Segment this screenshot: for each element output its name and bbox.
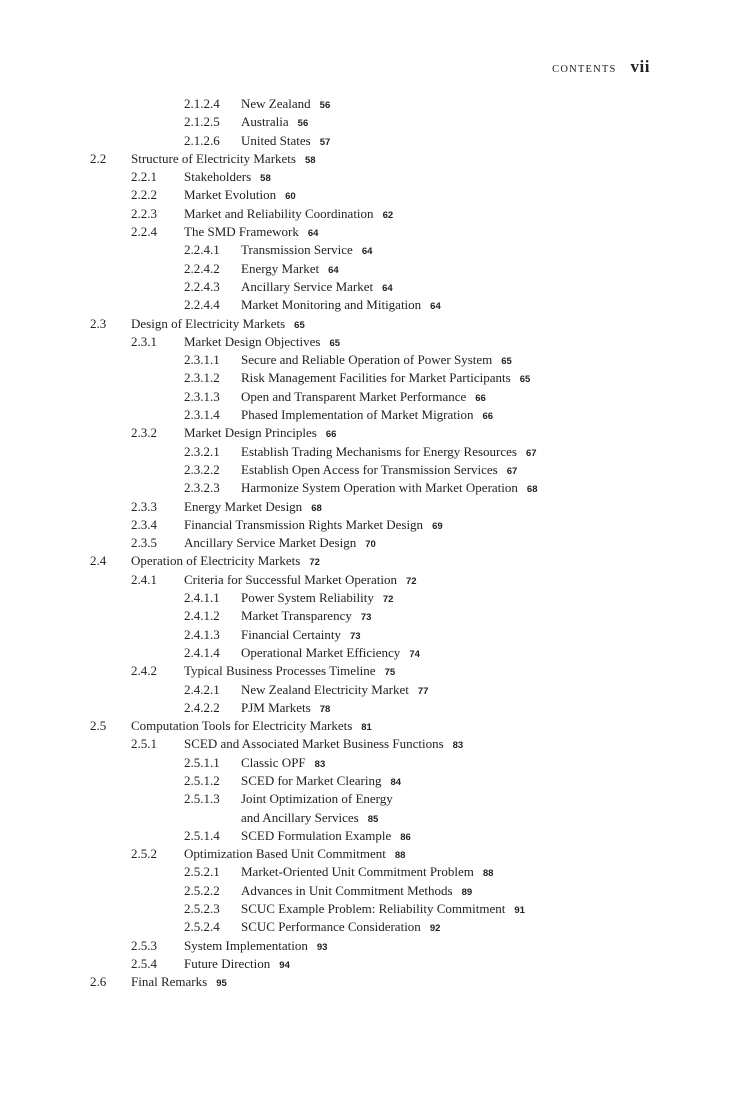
toc-entry-page: 95 (216, 978, 227, 990)
toc-entry-title-text: United States (241, 132, 311, 148)
toc-entry-title (241, 827, 411, 847)
toc-entry-title-text: Market and Reliability Coordination (184, 205, 374, 221)
toc-entry-page: 78 (319, 703, 331, 715)
toc-entry-title (184, 186, 296, 206)
toc-entry-title-text: Market Evolution (184, 187, 277, 203)
toc-entry-title-text: SCED and Associated Market Business Functions (184, 736, 444, 752)
toc-entry-title (131, 150, 316, 170)
toc-entry-title (241, 278, 393, 298)
toc-entry-title-text: Future Direction (184, 955, 271, 971)
toc-entry-page: 73 (350, 630, 361, 642)
toc-entry-number: 2.5.1.3 (184, 791, 220, 807)
toc-entry-number: 2.2 (90, 150, 107, 166)
toc-entry-page: 89 (461, 886, 473, 898)
toc-section-entry (0, 973, 735, 991)
toc-entry-title-text: Stakeholders (184, 169, 252, 185)
toc-entry-page: 68 (526, 484, 538, 496)
toc-entry-page: 67 (506, 465, 518, 477)
toc-entry-title (241, 132, 330, 152)
toc-entry-title-text: Financial Certainty (241, 626, 342, 642)
toc-entry-title-text: Establish Trading Mechanisms for Energy Resources (241, 443, 517, 459)
toc-entry-page: 92 (429, 923, 441, 935)
toc-entry-page: 60 (285, 191, 296, 203)
toc-entry-title-text: Phased Implementation of Market Migration (241, 407, 474, 423)
toc-subsection-entry (0, 223, 735, 241)
toc-entry-title-text: Ancillary Service Market Design (184, 535, 357, 551)
toc-entry-number: 2.4.1.3 (184, 626, 220, 642)
toc-entry-title-text: Design of Electricity Markets (131, 315, 286, 331)
toc-entry-title-text: Criteria for Successful Market Operation (184, 571, 397, 587)
toc-entry-title-text: SCUC Performance Consideration (241, 919, 421, 935)
toc-subsubsection-entry (0, 644, 735, 662)
toc-subsubsection-entry (0, 900, 735, 918)
toc-entry-page: 77 (417, 685, 429, 697)
toc-entry-title (241, 406, 493, 426)
toc-entry-title (241, 699, 330, 719)
toc-entry-title-text: Classic OPF (241, 754, 306, 770)
toc-entry-title (241, 589, 393, 609)
toc-subsubsection-entry (0, 132, 735, 150)
toc-entry-number: 2.3.1.1 (184, 352, 220, 368)
toc-subsubsection-entry (0, 699, 735, 717)
page-number: vii (630, 57, 650, 76)
toc-entry-title (184, 498, 322, 518)
toc-entry-number: 2.5.3 (131, 937, 157, 953)
toc-entry-title-text: Typical Business Processes Timeline (184, 663, 376, 679)
toc-entry-number: 2.4.1 (131, 571, 157, 587)
toc-entry-title-text: Joint Optimization of Energy (241, 791, 393, 807)
toc-entry-title-text: The SMD Framework (184, 224, 299, 240)
toc-entry-title (131, 552, 320, 572)
toc-entry-title (241, 461, 517, 481)
toc-entry-number: 2.3.1 (131, 333, 157, 349)
toc-entry-page: 58 (304, 154, 316, 166)
toc-subsubsection-entry (0, 863, 735, 881)
toc-subsubsection-entry (0, 369, 735, 387)
toc-entry-title-text: Optimization Based Unit Commitment (184, 846, 386, 862)
toc-entry-title-text: SCED for Market Clearing (241, 772, 382, 788)
toc-entry-number: 2.4.2.1 (184, 681, 220, 697)
toc-entry-title-text: Energy Market Design (184, 498, 303, 514)
toc-entry-page: 72 (309, 557, 320, 569)
toc-entry-title (241, 626, 361, 646)
toc-entry-number: 2.3.2.1 (184, 443, 220, 459)
toc-subsubsection-entry (0, 260, 735, 278)
toc-entry-number: 2.5.2.4 (184, 919, 220, 935)
toc-entry-title-text: Ancillary Service Market (241, 278, 374, 294)
toc-entry-title-text: Harmonize System Operation with Market Operation (241, 480, 518, 496)
toc-entry-page: 83 (452, 740, 464, 752)
toc-entry-title-text: Open and Transparent Market Performance (241, 388, 467, 404)
toc-entry-number: 2.3 (90, 315, 107, 331)
toc-subsubsection-entry (0, 882, 735, 900)
toc-entry-title (241, 241, 372, 261)
toc-entry-page: 81 (361, 722, 372, 734)
toc-entry-title-text: Risk Management Facilities for Market Participants (241, 370, 511, 386)
toc-entry-number: 2.2.4.3 (184, 278, 220, 294)
toc-entry-number: 2.3.2 (131, 425, 157, 441)
toc-entry-number: 2.5.1.1 (184, 754, 220, 770)
toc-subsection-entry (0, 937, 735, 955)
toc-subsection-entry (0, 168, 735, 186)
toc-entry-title (241, 351, 512, 371)
toc-entry-title-text: Structure of Electricity Markets (131, 150, 296, 166)
page-header (552, 57, 650, 77)
toc-entry-title (241, 296, 441, 316)
toc-entry-number: 2.2.4.2 (184, 260, 220, 276)
toc-entry-page: 74 (409, 648, 420, 660)
toc-entry-title (241, 260, 339, 280)
toc-entry-title-text: Transmission Service (241, 242, 353, 258)
toc-entry-title-text: Computation Tools for Electricity Markets (131, 718, 353, 734)
toc-subsection-entry (0, 845, 735, 863)
toc-entry-number: 2.2.3 (131, 205, 157, 221)
toc-subsubsection-entry (0, 443, 735, 461)
toc-entry-title-text: Operation of Electricity Markets (131, 553, 301, 569)
toc-section-entry (0, 552, 735, 570)
toc-subsubsection-entry (0, 406, 735, 424)
toc-subsection-entry (0, 955, 735, 973)
toc-entry-title (184, 333, 340, 353)
toc-entry-title (241, 443, 537, 463)
toc-entry-page: 94 (279, 959, 290, 971)
toc-subsubsection-entry (0, 351, 735, 369)
toc-entry-number: 2.1.2.5 (184, 114, 220, 130)
toc-section-entry (0, 150, 735, 168)
toc-entry-page: 64 (328, 264, 339, 276)
toc-entry-number: 2.5.1 (131, 736, 157, 752)
toc-entry-title-text: Financial Transmission Rights Market Design (184, 516, 424, 532)
toc-entry-title (184, 662, 395, 682)
toc-subsubsection-entry (0, 589, 735, 607)
toc-entry-number: 2.1.2.6 (184, 132, 220, 148)
toc-entry-title (184, 735, 463, 755)
toc-entry-number: 2.5.4 (131, 955, 157, 971)
toc-entry-title-text: Advances in Unit Commitment Methods (241, 882, 453, 898)
toc-entry-number: 2.4.2 (131, 663, 157, 679)
toc-subsubsection-entry (0, 479, 735, 497)
toc-subsubsection-entry (0, 827, 735, 845)
toc-entry-number: 2.4.2.2 (184, 699, 220, 715)
toc-entry-title-text: Energy Market (241, 260, 320, 276)
toc-entry-title-text: New Zealand Electricity Market (241, 681, 409, 697)
toc-entry-title (241, 644, 420, 664)
toc-entry-number: 2.1.2.4 (184, 96, 220, 111)
toc-entry-page: 86 (400, 831, 411, 843)
toc-entry-title (241, 918, 440, 938)
toc-subsubsection-entry (0, 95, 735, 113)
toc-entry-page: 64 (382, 282, 393, 294)
toc-entry-number: 2.4.1.2 (184, 608, 220, 624)
toc-entry-title-text: SCED Formulation Example (241, 827, 392, 843)
toc-entry-title-text: Power System Reliability (241, 590, 374, 606)
toc-entry-page: 65 (501, 356, 512, 368)
toc-entry-title-text: Market Monitoring and Mitigation (241, 297, 422, 313)
toc-entry-number: 2.3.4 (131, 516, 157, 532)
toc-entry-title (131, 315, 305, 335)
toc-entry-title (184, 223, 318, 243)
toc-entry-page: 64 (361, 246, 373, 258)
toc-subsection-entry (0, 662, 735, 680)
toc-entry-number: 2.2.4.4 (184, 297, 220, 313)
toc-entry-page: 65 (519, 374, 531, 386)
toc-entry-page: 83 (314, 758, 326, 770)
toc-entry-page: 84 (390, 776, 402, 788)
toc-subsubsection-entry (0, 113, 735, 131)
toc-entry-title-text: Operational Market Efficiency (241, 644, 401, 660)
toc-subsubsection-entry (0, 809, 735, 827)
toc-entry-title (241, 479, 537, 499)
toc-entry-page: 88 (394, 850, 406, 862)
toc-subsection-entry (0, 735, 735, 753)
toc-subsection-entry (0, 186, 735, 204)
toc-subsubsection-entry (0, 754, 735, 772)
toc-subsubsection-entry (0, 626, 735, 644)
toc-entry-number: 2.5.1.4 (184, 827, 220, 843)
toc-entry-title-text: Market-Oriented Unit Commitment Problem (241, 864, 474, 880)
toc-entry-title (184, 424, 336, 444)
toc-entry-page: 65 (294, 319, 305, 331)
toc-entry-page: 69 (432, 520, 443, 532)
toc-entry-title-text: SCUC Example Problem: Reliability Commitment (241, 901, 506, 917)
toc-entry-page: 68 (311, 502, 322, 514)
toc-section-entry (0, 315, 735, 333)
toc-section-entry (0, 717, 735, 735)
toc-entry-title (241, 607, 371, 627)
toc-entry-title (241, 772, 401, 792)
toc-entry-number: 2.3.1.2 (184, 370, 220, 386)
toc-entry-page: 72 (405, 575, 417, 587)
toc-entry-title (131, 717, 372, 737)
table-of-contents (0, 95, 735, 992)
toc-subsubsection-entry (0, 278, 735, 296)
toc-entry-title-text: Australia (241, 114, 289, 130)
toc-entry-title (241, 790, 393, 808)
toc-subsubsection-entry (0, 790, 735, 808)
toc-subsection-entry (0, 534, 735, 552)
toc-entry-page: 93 (316, 941, 328, 953)
toc-entry-number: 2.3.2.2 (184, 461, 220, 477)
toc-subsubsection-entry (0, 388, 735, 406)
toc-subsubsection-entry (0, 296, 735, 314)
toc-entry-page: 75 (384, 667, 396, 679)
toc-entry-title-text: PJM Markets (241, 699, 311, 715)
toc-subsection-entry (0, 498, 735, 516)
toc-entry-title (184, 168, 271, 188)
toc-entry-title (184, 845, 405, 865)
toc-entry-page: 88 (482, 868, 494, 880)
toc-entry-number: 2.5 (90, 718, 107, 734)
toc-entry-page: 64 (430, 301, 441, 313)
toc-entry-number: 2.3.1.4 (184, 407, 220, 423)
toc-subsection-entry (0, 424, 735, 442)
toc-entry-page: 66 (482, 411, 494, 423)
toc-entry-number: 2.2.4.1 (184, 242, 220, 258)
toc-entry-number: 2.5.1.2 (184, 772, 220, 788)
toc-entry-title-text: Market Transparency (241, 608, 352, 624)
toc-entry-page: 66 (325, 429, 337, 441)
toc-subsection-entry (0, 333, 735, 351)
toc-entry-number: 2.4 (90, 553, 107, 569)
toc-entry-title-text: and Ancillary Services (241, 809, 359, 825)
toc-entry-title (184, 955, 290, 975)
toc-subsubsection-entry (0, 772, 735, 790)
toc-entry-title (184, 937, 327, 957)
toc-entry-number: 2.4.1.1 (184, 590, 220, 606)
toc-entry-number: 2.5.2.1 (184, 864, 220, 880)
toc-entry-page: 62 (382, 209, 394, 221)
toc-subsubsection-entry (0, 918, 735, 936)
toc-entry-title (241, 388, 486, 408)
toc-entry-title-text: Establish Open Access for Transmission Services (241, 461, 498, 477)
toc-entry-number: 2.2.2 (131, 187, 157, 203)
toc-entry-page: 91 (514, 905, 525, 917)
toc-subsubsection-entry (0, 607, 735, 625)
toc-entry-page: 57 (319, 136, 331, 148)
toc-subsubsection-entry (0, 461, 735, 479)
toc-entry-title (241, 113, 308, 133)
toc-entry-title (241, 882, 472, 902)
toc-entry-number: 2.2.1 (131, 169, 157, 185)
toc-entry-page: 65 (329, 337, 341, 349)
toc-entry-title (241, 900, 525, 920)
toc-entry-number: 2.6 (90, 974, 107, 990)
toc-entry-title-text: System Implementation (184, 937, 308, 953)
toc-subsubsection-entry (0, 241, 735, 259)
toc-entry-number: 2.5.2 (131, 846, 157, 862)
toc-entry-title-text: Secure and Reliable Operation of Power System (241, 352, 493, 368)
toc-subsection-entry (0, 516, 735, 534)
toc-entry-number: 2.3.3 (131, 498, 157, 514)
toc-entry-title-text: New Zealand (241, 96, 311, 111)
toc-entry-number: 2.5.2.2 (184, 882, 220, 898)
toc-entry-number: 2.4.1.4 (184, 644, 220, 660)
toc-entry-page: 56 (297, 118, 309, 130)
toc-entry-title (184, 571, 417, 591)
toc-entry-title-text: Market Design Principles (184, 425, 317, 441)
toc-subsection-entry (0, 571, 735, 589)
toc-entry-page: 70 (365, 539, 376, 551)
toc-entry-page: 72 (382, 594, 394, 606)
toc-entry-number: 2.3.1.3 (184, 388, 220, 404)
toc-entry-title (241, 681, 428, 701)
toc-entry-page: 73 (360, 612, 372, 624)
toc-entry-title (184, 516, 443, 536)
toc-subsection-entry (0, 205, 735, 223)
toc-entry-title (241, 809, 378, 829)
toc-entry-number: 2.3.2.3 (184, 480, 220, 496)
running-header-label: CONTENTS (552, 64, 617, 75)
toc-entry-title (241, 863, 493, 883)
toc-entry-title (241, 754, 325, 774)
toc-entry-page: 85 (367, 813, 379, 825)
toc-entry-page: 64 (307, 228, 319, 240)
toc-entry-title (184, 534, 376, 554)
toc-entry-title-text: Market Design Objectives (184, 333, 321, 349)
toc-entry-page: 66 (475, 392, 486, 404)
toc-entry-page: 58 (260, 173, 271, 185)
toc-entry-title (241, 95, 330, 115)
toc-entry-title (241, 369, 530, 389)
toc-entry-number: 2.3.5 (131, 535, 157, 551)
toc-entry-title-text: Final Remarks (131, 974, 208, 990)
toc-entry-title (184, 205, 393, 225)
toc-entry-number: 2.2.4 (131, 224, 157, 240)
toc-entry-title (131, 973, 227, 993)
toc-subsubsection-entry (0, 681, 735, 699)
toc-entry-page: 67 (525, 447, 537, 459)
toc-entry-page: 56 (319, 100, 331, 111)
toc-entry-number: 2.5.2.3 (184, 901, 220, 917)
